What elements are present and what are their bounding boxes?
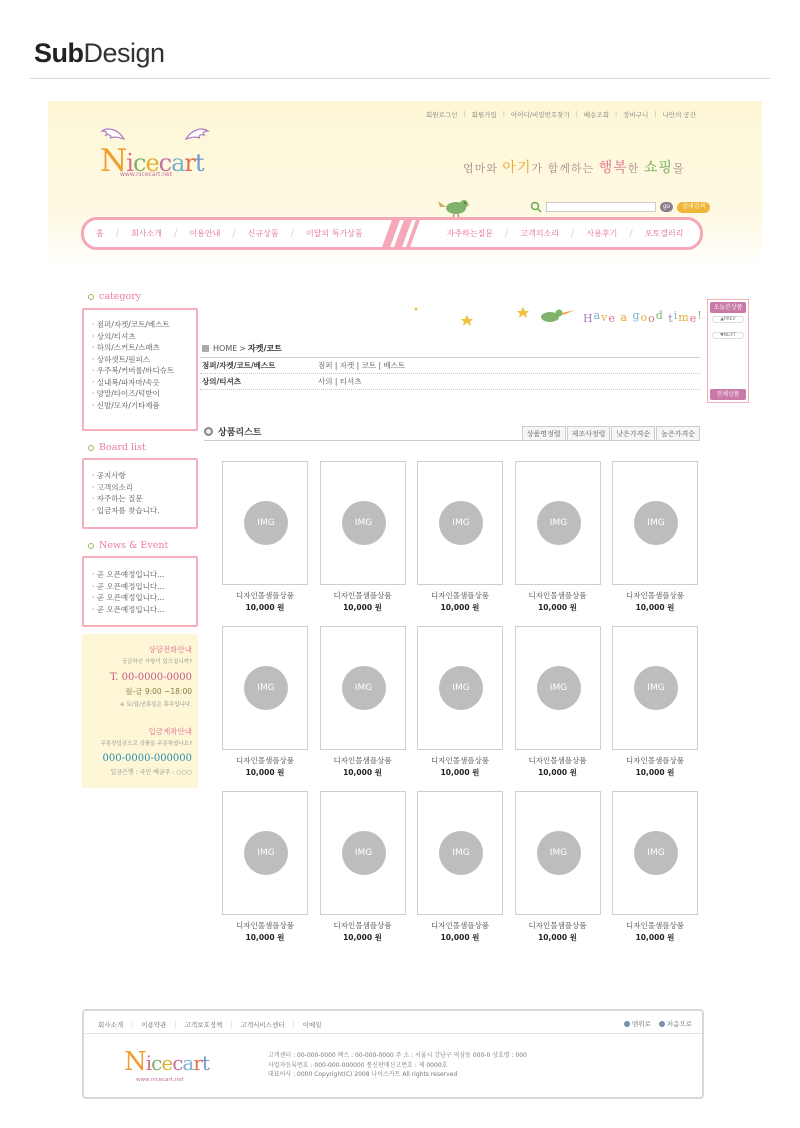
product-name[interactable]: 디자인몰샘플상품 [333, 591, 392, 600]
next-button[interactable]: ▼NEXT [712, 332, 744, 339]
nav-item[interactable]: 회사소개 [131, 229, 163, 238]
slogan-char: 행 [598, 160, 614, 176]
sort-tab[interactable]: 제조사정렬 [567, 426, 611, 440]
product-thumbnail[interactable] [612, 461, 698, 585]
sidebar-board-heading [88, 442, 146, 453]
recently-viewed-title: 오늘본상품 [710, 302, 746, 313]
search-icon [530, 201, 542, 213]
footer-link[interactable]: 이메일 [302, 1021, 322, 1029]
product-thumbnail[interactable] [417, 626, 503, 750]
footer-link[interactable]: 이용약관 [141, 1021, 167, 1029]
product-thumbnail[interactable] [515, 626, 601, 750]
greeting-char: a [620, 311, 628, 324]
ring-bullet-icon [204, 427, 213, 436]
greeting-char: t [668, 312, 674, 325]
subcategory-key[interactable]: 상의/티셔츠 [202, 377, 241, 386]
bank-account: 000-0000-000000 [102, 753, 192, 764]
bullet-ring-icon [88, 445, 94, 451]
circle-bullet-icon [624, 1021, 630, 1027]
nav-item[interactable]: 자주하는질문 [446, 229, 494, 238]
product-thumbnail[interactable] [222, 461, 308, 585]
footer-logo [124, 1047, 209, 1083]
product-name[interactable]: 디자인몰샘플상품 [431, 756, 489, 765]
contact-box [82, 634, 198, 788]
top-link[interactable]: 회원로그인 [426, 111, 458, 119]
footer-link-separator: | [174, 1020, 177, 1028]
slogan-char: 복 [613, 160, 628, 176]
product-price: 10,000 원 [343, 768, 382, 777]
product-thumbnail[interactable] [515, 461, 601, 585]
slogan-char: 쇼 [643, 160, 659, 176]
image-placeholder-icon: IMG [537, 666, 581, 710]
wing-left-icon [100, 125, 126, 141]
product-price: 10,000 원 [440, 768, 480, 777]
greeting-char: e [689, 312, 698, 325]
greeting-char: i [673, 309, 679, 322]
search-go-button[interactable]: go [660, 202, 673, 212]
footer-info [268, 1051, 527, 1080]
product-name[interactable]: 디자인몰샘플상품 [626, 921, 684, 930]
logo-letter: c [172, 1051, 183, 1075]
image-placeholder-icon: IMG [634, 666, 678, 710]
sidebar-category-item[interactable]: · 하의/스커트/스패츠 [92, 343, 160, 352]
logo-letter: t [201, 1051, 209, 1075]
sort-tabs [521, 426, 700, 440]
product-thumbnail[interactable] [320, 791, 406, 915]
product-card[interactable] [417, 791, 503, 943]
product-card[interactable] [612, 791, 698, 943]
sidebar-news-heading [88, 540, 168, 551]
page-title [34, 38, 165, 69]
slogan-char: 한 [627, 162, 640, 175]
image-placeholder-icon: IMG [537, 501, 581, 545]
product-name[interactable]: 디자인몰샘플상품 [528, 591, 587, 600]
product-name[interactable]: 디자인몰샘플상품 [626, 591, 684, 600]
top-link-separator: | [463, 110, 466, 118]
greeting-char: o [640, 311, 649, 324]
footer-links [98, 1020, 330, 1029]
product-price: 10,000 원 [538, 768, 577, 777]
product-card[interactable] [417, 461, 503, 613]
sort-tab[interactable]: 낮은가격순 [611, 426, 655, 440]
top-link[interactable]: 회원가입 [471, 111, 497, 119]
all-products-button[interactable]: 전체상품 [710, 389, 746, 400]
wing-right-icon [184, 125, 210, 141]
product-name[interactable]: 디자인몰샘플상품 [528, 756, 587, 765]
product-price: 10,000 원 [538, 603, 577, 612]
sidebar-category-item[interactable]: · 상하셋트/원피스 [92, 354, 151, 364]
footer-divider [84, 1033, 702, 1034]
footer-nav-link[interactable] [624, 1019, 651, 1028]
top-link-separator: | [502, 110, 505, 118]
product-name[interactable]: 디자인몰샘플상품 [236, 756, 294, 765]
nav-separator: / [290, 228, 294, 239]
business-hours: 월-금 9:00 ~18:00 [125, 687, 192, 696]
greeting-char: o [648, 312, 656, 325]
bank-info: 입금은행 : 국민 예금주 : ○○○ [110, 769, 192, 776]
nav-separator: / [174, 228, 178, 239]
sidebar-category-item[interactable]: · 점퍼/자켓/코트/베스트 [92, 320, 170, 329]
product-price: 10,000 원 [343, 603, 382, 612]
nav-separator: / [232, 228, 236, 239]
site-mockup [48, 101, 762, 1111]
nav-left-group [84, 228, 375, 239]
sidebar-category-item[interactable]: · 신발/모자/기타제품 [92, 400, 160, 410]
logo-letter: c [132, 149, 146, 177]
top-link[interactable]: 아이디/비밀번호찾기 [510, 111, 570, 119]
logo-letter: r [193, 1051, 202, 1075]
sidebar-category-box [82, 308, 198, 431]
subcategory-table [200, 357, 700, 390]
greeting-char: e [608, 312, 616, 325]
page-title-light: Design [83, 38, 165, 68]
product-name[interactable]: 디자인몰샘플상품 [431, 921, 489, 930]
footer-info-line: 고객센터 : 00-000-0000 팩스 : 00-000-0000 주 소 : 서울시 강남구 역삼동 000-0 상호명 : 000 [268, 1052, 527, 1059]
nav-separator: / [571, 228, 575, 239]
footer-link[interactable]: 고객보호정책 [184, 1021, 223, 1029]
phone-title: 상담전화안내 [148, 645, 192, 654]
subcategory-row [200, 358, 700, 374]
image-placeholder-icon: IMG [439, 666, 483, 710]
breadcrumb-separator: > [239, 344, 246, 353]
slogan-char: 와 [486, 162, 498, 175]
image-placeholder-icon: IMG [244, 666, 288, 710]
greeting-char: ! [697, 309, 703, 322]
logo-letter: N [124, 1047, 146, 1077]
page-title-bold: Sub [34, 38, 84, 68]
logo-letter: i [126, 149, 133, 177]
product-thumbnail[interactable] [417, 461, 503, 585]
logo-letter: e [161, 1051, 173, 1075]
footer-nav-link-text: 처음으로 [666, 1020, 692, 1028]
slogan-char: 몰 [672, 162, 685, 175]
logo-letter: c [158, 149, 172, 177]
search-bar [530, 201, 710, 213]
product-thumbnail[interactable] [320, 461, 406, 585]
subcategory-key[interactable]: 점퍼/자켓/코트/베스트 [202, 361, 276, 370]
product-thumbnail[interactable] [612, 791, 698, 915]
product-thumbnail[interactable] [320, 626, 406, 750]
bank-title: 입금계좌안내 [148, 727, 192, 736]
subcategory-row [200, 374, 700, 390]
sidebar-board-item[interactable]: · 공지사항 [92, 471, 126, 480]
circle-bullet-icon [659, 1021, 665, 1027]
product-price: 10,000 원 [635, 933, 675, 942]
product-price: 10,000 원 [538, 933, 577, 942]
slogan-char: 함 [547, 162, 560, 175]
nav-separator: / [629, 228, 633, 239]
sidebar-category-item[interactable]: · 양말/타이즈/턱받이 [92, 389, 160, 398]
bullet-ring-icon [88, 543, 94, 549]
sidebar-board-box [82, 458, 198, 529]
hours-note: ※ 토/일/공휴일은 휴무입니다. [119, 702, 192, 708]
product-price: 10,000 원 [440, 603, 480, 612]
site-logo[interactable] [100, 125, 230, 185]
sidebar-board-title: Board list [99, 442, 146, 453]
breadcrumb-current: 자켓/코트 [247, 344, 282, 353]
slogan-char: 기 [516, 160, 532, 176]
recently-viewed-box [707, 299, 749, 403]
product-thumbnail[interactable] [612, 626, 698, 750]
product-name[interactable]: 디자인몰샘플상품 [528, 921, 587, 930]
bird-icon [436, 197, 470, 219]
logo-letter: N [100, 143, 127, 179]
footer-link[interactable]: 회사소개 [98, 1021, 124, 1029]
product-card[interactable] [320, 461, 406, 613]
product-thumbnail[interactable] [515, 791, 601, 915]
product-list-header [204, 423, 700, 441]
home-square-icon [202, 345, 209, 352]
product-name[interactable]: 디자인몰샘플상품 [236, 591, 294, 600]
top-link[interactable]: 장바구니 [623, 111, 649, 119]
footer-link-separator: | [131, 1020, 134, 1028]
footer-link[interactable]: 고객서비스센터 [240, 1021, 285, 1029]
have-a-good-time-text [583, 310, 703, 323]
nav-stripe-decoration [375, 220, 435, 247]
greeting-char: H [583, 312, 594, 325]
nav-item[interactable]: 고객의소리 [520, 229, 560, 238]
product-name[interactable]: 디자인몰샘플상품 [333, 921, 392, 930]
footer [82, 1009, 704, 1099]
image-placeholder-icon: IMG [342, 831, 386, 875]
phone-subtitle: 궁금하신 사항이 있으십니까? [121, 659, 192, 665]
sidebar-news-item[interactable]: · 곧 오픈예정입니다... [92, 581, 165, 591]
phone-number: T. 00-0000-0000 [110, 672, 192, 683]
product-card[interactable] [222, 626, 308, 778]
decorative-stars-icon [413, 301, 593, 331]
sidebar-news-item[interactable]: · 곧 오픈예정입니다... [92, 604, 165, 614]
prev-button[interactable]: ▲PREV [712, 316, 744, 323]
top-link-separator: | [575, 110, 578, 118]
image-placeholder-icon: IMG [439, 501, 483, 545]
sidebar-board-item[interactable]: · 자주하는 질문 [92, 494, 143, 503]
nav-separator: / [115, 228, 120, 239]
logo-letter: a [171, 149, 185, 177]
top-link[interactable]: 배송조회 [583, 111, 609, 119]
slogan-char: 는 [582, 162, 595, 175]
bullet-ring-icon [88, 294, 94, 300]
product-card[interactable] [515, 461, 601, 613]
nav-item[interactable]: 홈 [96, 229, 104, 238]
search-input[interactable] [546, 202, 656, 212]
nav-item[interactable]: 사용후기 [586, 229, 618, 238]
footer-right-links [624, 1019, 692, 1028]
image-placeholder-icon: IMG [342, 501, 386, 545]
product-card[interactable] [222, 461, 308, 613]
top-link[interactable]: 나만의 공간 [662, 111, 696, 119]
sidebar-category-heading [88, 291, 141, 302]
sort-tab[interactable]: 높은가격순 [656, 426, 700, 440]
sidebar-news-title: News & Event [99, 540, 169, 551]
sidebar-category-item[interactable]: · 상의/티셔츠 [92, 331, 136, 341]
nav-item[interactable]: 이용안내 [189, 229, 221, 238]
sidebar-board-item[interactable]: · 입금자를 찾습니다. [92, 505, 160, 515]
product-card[interactable] [612, 461, 698, 613]
logo-letter: r [184, 149, 195, 177]
product-list-title-text: 상품리스트 [218, 428, 262, 438]
logo-letter: c [151, 1051, 162, 1075]
sidebar-category-item[interactable]: · 우주복/커버롤/바디슈트 [92, 366, 175, 375]
sort-tab[interactable]: 상품명정렬 [522, 426, 566, 440]
top-links [420, 110, 702, 119]
top-link-separator: | [615, 110, 618, 118]
image-placeholder-icon: IMG [244, 831, 288, 875]
product-card[interactable] [320, 626, 406, 778]
logo-letter: t [194, 149, 204, 177]
footer-link-separator: | [292, 1020, 295, 1028]
slogan-char: 께 [559, 162, 571, 175]
subcategory-values[interactable]: 사의 | 티셔츠 [318, 377, 362, 386]
top-link-separator: | [654, 110, 657, 118]
sidebar-category-title: category [99, 291, 142, 302]
product-name[interactable]: 디자인몰샘플상품 [236, 921, 294, 930]
image-placeholder-icon: IMG [342, 666, 386, 710]
bank-subtitle: 무통장입금으로 상품을 주문하셨나요? [100, 741, 192, 747]
image-placeholder-icon: IMG [634, 501, 678, 545]
product-price: 10,000 원 [440, 933, 480, 942]
product-price: 10,000 원 [635, 768, 675, 777]
product-card[interactable] [320, 791, 406, 943]
image-placeholder-icon: IMG [439, 831, 483, 875]
product-name[interactable]: 디자인몰샘플상품 [431, 591, 489, 600]
nav-item[interactable]: 포토갤러리 [644, 229, 684, 238]
nav-separator: / [505, 228, 509, 239]
product-name[interactable]: 디자인몰샘플상품 [626, 756, 684, 765]
slogan-char: 엄 [463, 162, 475, 175]
product-price: 10,000 원 [245, 768, 285, 777]
logo-letter: i [145, 1051, 152, 1075]
main-nav [81, 217, 703, 250]
subcategory-values[interactable]: 점퍼 | 자켓 | 코트 | 베스트 [318, 361, 406, 370]
title-divider [30, 78, 770, 79]
logo-letter: e [145, 149, 159, 177]
product-price: 10,000 원 [343, 933, 382, 942]
sidebar-category-item[interactable]: · 실내복/파자마/속옷 [92, 377, 160, 387]
nav-right-group [435, 228, 696, 239]
image-placeholder-icon: IMG [634, 831, 678, 875]
product-price: 10,000 원 [245, 603, 285, 612]
greeting-char: a [593, 309, 602, 322]
sidebar-news-box [82, 556, 198, 627]
slogan-char: 마 [474, 162, 487, 175]
sidebar-news-item[interactable]: · 곧 오픈예정입니다... [92, 593, 165, 602]
product-card[interactable] [612, 626, 698, 778]
sidebar-news-item[interactable]: · 곧 오픈예정입니다... [92, 570, 165, 579]
greeting-char: m [678, 311, 690, 324]
footer-logo-wordmark [124, 1047, 209, 1077]
nav-item[interactable]: 이달의 특가상품 [306, 229, 363, 238]
product-card[interactable] [222, 791, 308, 943]
greeting-char: d [655, 309, 664, 322]
greeting-char: g [632, 309, 641, 322]
image-placeholder-icon: IMG [537, 831, 581, 875]
advanced-search-button[interactable]: 상세검색 [677, 202, 710, 213]
logo-letter: a [182, 1051, 194, 1075]
product-card[interactable] [515, 791, 601, 943]
footer-logo-url: www.nicecart.net [136, 1077, 184, 1083]
product-thumbnail[interactable] [222, 626, 308, 750]
slogan-char: 가 [531, 162, 544, 175]
footer-info-line: 대표이사 : 0000 Copyright(C) 2008 나이스카트 All rights reserved [268, 1071, 458, 1078]
product-card[interactable] [417, 626, 503, 778]
footer-nav-link-text: 맨위로 [632, 1020, 651, 1028]
product-name[interactable]: 디자인몰샘플상품 [333, 756, 392, 765]
breadcrumb-home[interactable]: HOME [213, 344, 238, 353]
footer-link-separator: | [230, 1020, 233, 1028]
slogan-char: 하 [570, 162, 583, 175]
slogan-char: 아 [502, 160, 517, 176]
slogan [463, 157, 685, 177]
product-thumbnail[interactable] [222, 791, 308, 915]
product-card[interactable] [515, 626, 601, 778]
footer-info-line: 사업자등록번호 : 000-000-000000 통신판매신고번호 : 제 0000호 [268, 1061, 448, 1069]
product-thumbnail[interactable] [417, 791, 503, 915]
greeting-char: v [601, 311, 609, 324]
product-price: 10,000 원 [635, 603, 675, 612]
footer-nav-link[interactable] [659, 1019, 692, 1028]
image-placeholder-icon: IMG [244, 501, 288, 545]
product-list-title [204, 425, 261, 438]
logo-url: www.nicecart.net [120, 171, 173, 178]
breadcrumb [202, 343, 282, 354]
product-price: 10,000 원 [245, 933, 285, 942]
nav-item[interactable]: 신규상품 [247, 229, 279, 238]
slogan-char: 핑 [658, 160, 673, 176]
sidebar-board-item[interactable]: · 고객의소리 [92, 482, 133, 492]
